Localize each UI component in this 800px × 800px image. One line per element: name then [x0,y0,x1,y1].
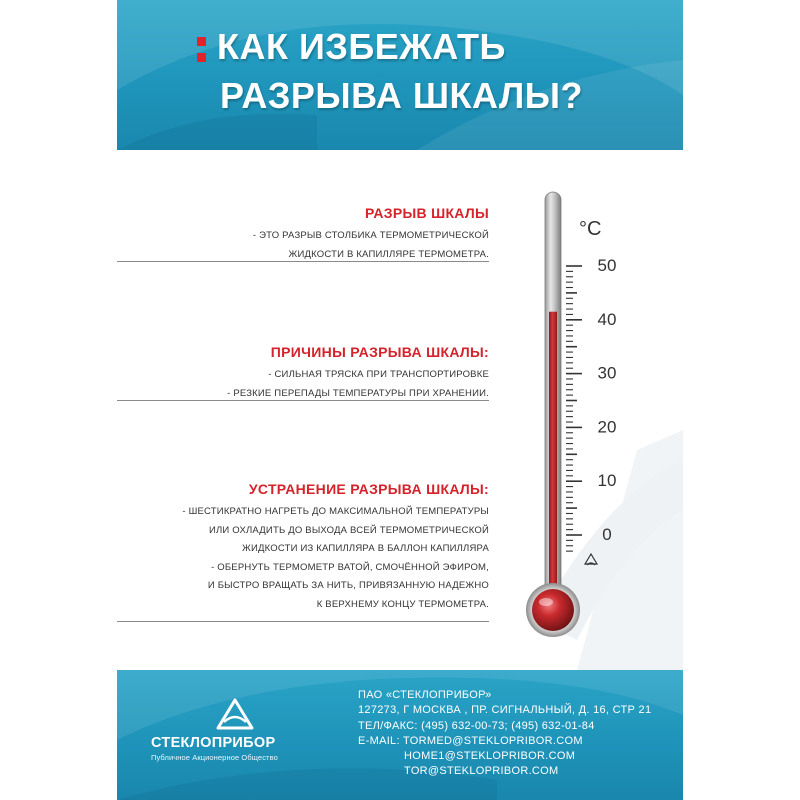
section-text-line: К ВЕРХНЕМУ КОНЦУ ТЕРМОМЕТРА. [316,598,489,610]
scale-label: 10 [597,471,617,491]
thermometer-liquid-column [549,312,557,605]
scale-label: 40 [597,309,617,329]
section-text-line: - ШЕСТИКРАТНО НАГРЕТЬ ДО МАКСИМАЛЬНОЙ ТЕМПЕРАТУРЫ [182,506,489,517]
scale-labels [598,256,617,544]
company-brand-subtitle: Публичное Акционерное Общество [151,753,278,762]
page-title-line2: РАЗРЫВА ШКАЛЫ? [220,75,583,116]
thermometer-bulb [532,589,574,631]
section-text-line: - РЕЗКИЕ ПЕРЕПАДЫ ТЕМПЕРАТУРЫ ПРИ ХРАНЕНИИ. [227,387,489,399]
company-brand-name: СТЕКЛОПРИБОР [151,735,276,751]
contact-email[interactable]: E-MAIL: TORMED@STEKLOPRIBOR.COM [358,734,583,747]
section-title-remedy: УСТРАНЕНИЕ РАЗРЫВА ШКАЛЫ: [248,481,489,497]
section-text-line: ЖИДКОСТИ ИЗ КАПИЛЛЯРА В БАЛЛОН КАПИЛЛЯРА [242,543,489,554]
contact-phone: ТЕЛ/ФАКС: (495) 632-00-73; (495) 632-01-84 [358,719,595,732]
section-text-line: И БЫСТРО ВРАЩАТЬ ЗА НИТЬ, ПРИВЯЗАННУЮ НАДЕЖНО [207,580,489,591]
page-title-line1: КАК ИЗБЕЖАТЬ [217,26,506,67]
bulb-highlight [539,598,553,606]
section-text-line: - ЭТО РАЗРЫВ СТОЛБИКА ТЕРМОМЕТРИЧЕСКОЙ [252,230,489,241]
brand-mark-icon [585,554,597,565]
section-text-line: - ОБЕРНУТЬ ТЕРМОМЕТР ВАТОЙ, СМОЧЁННОЙ ЭФИРОМ, [211,561,489,573]
contact-address: 127273, Г МОСКВА , ПР. СИГНАЛЬНЫЙ, Д. 16, СТР 21 [358,704,652,717]
poster [117,0,683,800]
section-text-line: ЖИДКОСТИ В КАПИЛЛЯРЕ ТЕРМОМЕТРА. [288,248,489,260]
section-title-definition: РАЗРЫВ ШКАЛЫ [364,205,489,221]
scale-label: 30 [597,363,617,383]
contact-email-extra[interactable]: TOR@STEKLOPRIBOR.COM [404,765,559,778]
scale-label: 20 [597,417,617,437]
section-text-line: - СИЛЬНАЯ ТРЯСКА ПРИ ТРАНСПОРТИРОВКЕ [268,369,489,380]
thermometer-scale [566,266,582,551]
contact-info [358,688,651,780]
contact-email-extra[interactable]: HOME1@STEKLOPRIBOR.COM [404,750,576,763]
section-text-line: ИЛИ ОХЛАДИТЬ ДО ВЫХОДА ВСЕЙ ТЕРМОМЕТРИЧЕСКОЙ [208,524,489,536]
footer [117,670,683,800]
unit-label: °C [579,218,602,240]
section-title-causes: ПРИЧИНЫ РАЗРЫВА ШКАЛЫ: [270,344,489,360]
contact-company: ПАО «СТЕКЛОПРИБОР» [358,689,492,701]
scale-label: 0 [602,525,612,544]
company-logo-icon [215,698,255,732]
scale-label: 50 [597,256,617,275]
